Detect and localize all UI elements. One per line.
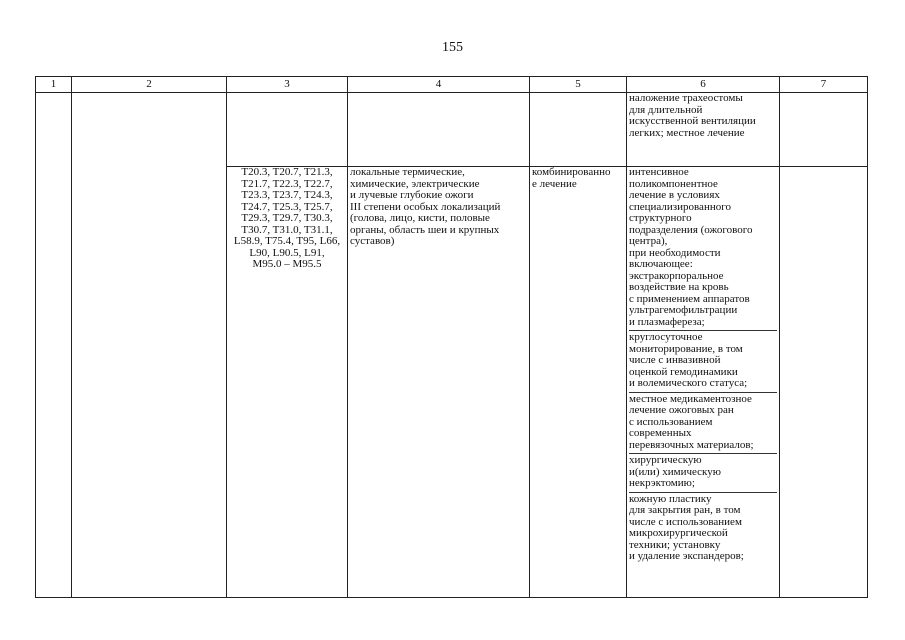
text-line: L58.9, T75.4, T95, L66, bbox=[233, 235, 341, 247]
text-line: числе с инвазивной bbox=[629, 354, 721, 366]
text-line: мониторирование, в том bbox=[629, 342, 743, 355]
text-line: хирургическую bbox=[629, 454, 702, 466]
text-line: подразделения (ожогового bbox=[629, 223, 753, 236]
text-line: и лучевые глубокие ожоги bbox=[350, 189, 474, 201]
cell-col5 bbox=[530, 93, 627, 167]
column-number: 3 bbox=[227, 77, 348, 93]
text-line: местное медикаментозное bbox=[629, 392, 752, 405]
cell-col3 bbox=[227, 93, 348, 167]
text-line: T23.3, T23.7, T24.3, bbox=[241, 189, 333, 201]
treatment-type-cell bbox=[530, 167, 627, 598]
text-line: кожную пластику bbox=[629, 492, 712, 505]
page-number: 155 bbox=[442, 40, 463, 55]
text-line: при необходимости bbox=[629, 246, 721, 259]
text-line: включающее: bbox=[629, 258, 693, 270]
text-line: экстракорпоральное bbox=[629, 269, 724, 282]
table-row bbox=[36, 93, 868, 167]
text-line: химические, электрические bbox=[350, 177, 480, 190]
text-line: техники; установку bbox=[629, 538, 721, 551]
text-line: круглосуточное bbox=[629, 331, 703, 343]
column-number: 4 bbox=[348, 77, 530, 93]
treatment-method-cell bbox=[627, 167, 780, 598]
diagnosis-text bbox=[350, 167, 527, 248]
text-line: III степени особых локализаций bbox=[350, 200, 501, 213]
text-line: T21.7, T22.3, T22.7, bbox=[241, 177, 333, 190]
text-line: специализированного bbox=[629, 200, 731, 213]
column-numbers-row bbox=[36, 77, 868, 93]
text-line: для длительной bbox=[629, 103, 703, 116]
text-line: и удаление экспандеров; bbox=[629, 550, 744, 562]
treatment-method-segments bbox=[629, 167, 777, 565]
text-line: T24.7, T25.3, T25.7, bbox=[241, 200, 333, 213]
cell-col2 bbox=[72, 93, 227, 598]
text-line: перевязочных материалов; bbox=[629, 438, 754, 451]
text-line: микрохирургической bbox=[629, 527, 728, 539]
text-line: центра), bbox=[629, 235, 668, 247]
text-line: комбинированно bbox=[532, 166, 611, 178]
text-line: легких; местное лечение bbox=[629, 126, 745, 139]
text-line: и плазмафереза; bbox=[629, 315, 705, 328]
cell-col7 bbox=[780, 93, 868, 167]
text-line: и(или) химическую bbox=[629, 465, 721, 478]
icd-codes-cell bbox=[227, 167, 348, 598]
text-line: T20.3, T20.7, T21.3, bbox=[241, 166, 333, 178]
text-line: (голова, лицо, кисти, половые bbox=[350, 212, 490, 224]
text-line: M95.0 – M95.5 bbox=[252, 258, 322, 270]
text-line: органы, область шеи и крупных bbox=[350, 223, 500, 236]
text-line: лечение в условиях bbox=[629, 189, 720, 201]
text-line: суставов) bbox=[350, 235, 395, 247]
text-line: T29.3, T29.7, T30.3, bbox=[241, 212, 333, 224]
cell-col7 bbox=[780, 167, 868, 598]
treatment-method-item bbox=[629, 331, 777, 393]
text-line: T30.7, T31.0, T31.1, bbox=[241, 223, 333, 236]
icd-codes-text bbox=[229, 167, 345, 271]
column-number: 7 bbox=[780, 77, 868, 93]
text-line: с применением аппаратов bbox=[629, 292, 750, 305]
column-number: 5 bbox=[530, 77, 627, 93]
treatment-method-item bbox=[629, 393, 777, 455]
treatment-method-item bbox=[629, 454, 777, 493]
text-line: L90, L90.5, L91, bbox=[249, 246, 325, 259]
column-number: 2 bbox=[72, 77, 227, 93]
text-line: интенсивное bbox=[629, 166, 689, 178]
text-line: с использованием bbox=[629, 415, 713, 428]
text-line: локальные термические, bbox=[350, 166, 465, 178]
text-line: наложение трахеостомы bbox=[629, 92, 743, 104]
text-line: современных bbox=[629, 427, 692, 439]
diagnosis-cell bbox=[348, 167, 530, 598]
treatment-method-item bbox=[629, 493, 777, 565]
text-line: е лечение bbox=[532, 177, 577, 190]
treatment-continuation-text bbox=[629, 93, 777, 139]
text-line: числе с использованием bbox=[629, 515, 742, 528]
text-line: структурного bbox=[629, 212, 692, 224]
text-line: для закрытия ран, в том bbox=[629, 504, 741, 516]
text-line: и волемического статуса; bbox=[629, 377, 748, 389]
treatment-method-item bbox=[629, 167, 777, 331]
text-line: некрэктомию; bbox=[629, 477, 695, 489]
column-number: 6 bbox=[627, 77, 780, 93]
text-line: ультрагемофильтрации bbox=[629, 304, 738, 316]
text-line: воздействие на кровь bbox=[629, 281, 729, 293]
treatment-type-text bbox=[532, 167, 624, 190]
cell-col4 bbox=[348, 93, 530, 167]
text-line: оценкой гемодинамики bbox=[629, 365, 738, 378]
text-line: искусственной вентиляции bbox=[629, 115, 756, 127]
text-line: поликомпонентное bbox=[629, 177, 718, 190]
cell-col1 bbox=[36, 93, 72, 598]
medical-care-table bbox=[35, 76, 868, 598]
cell-col6-continuation bbox=[627, 93, 780, 167]
text-line: лечение ожоговых ран bbox=[629, 404, 734, 416]
column-number: 1 bbox=[36, 77, 72, 93]
